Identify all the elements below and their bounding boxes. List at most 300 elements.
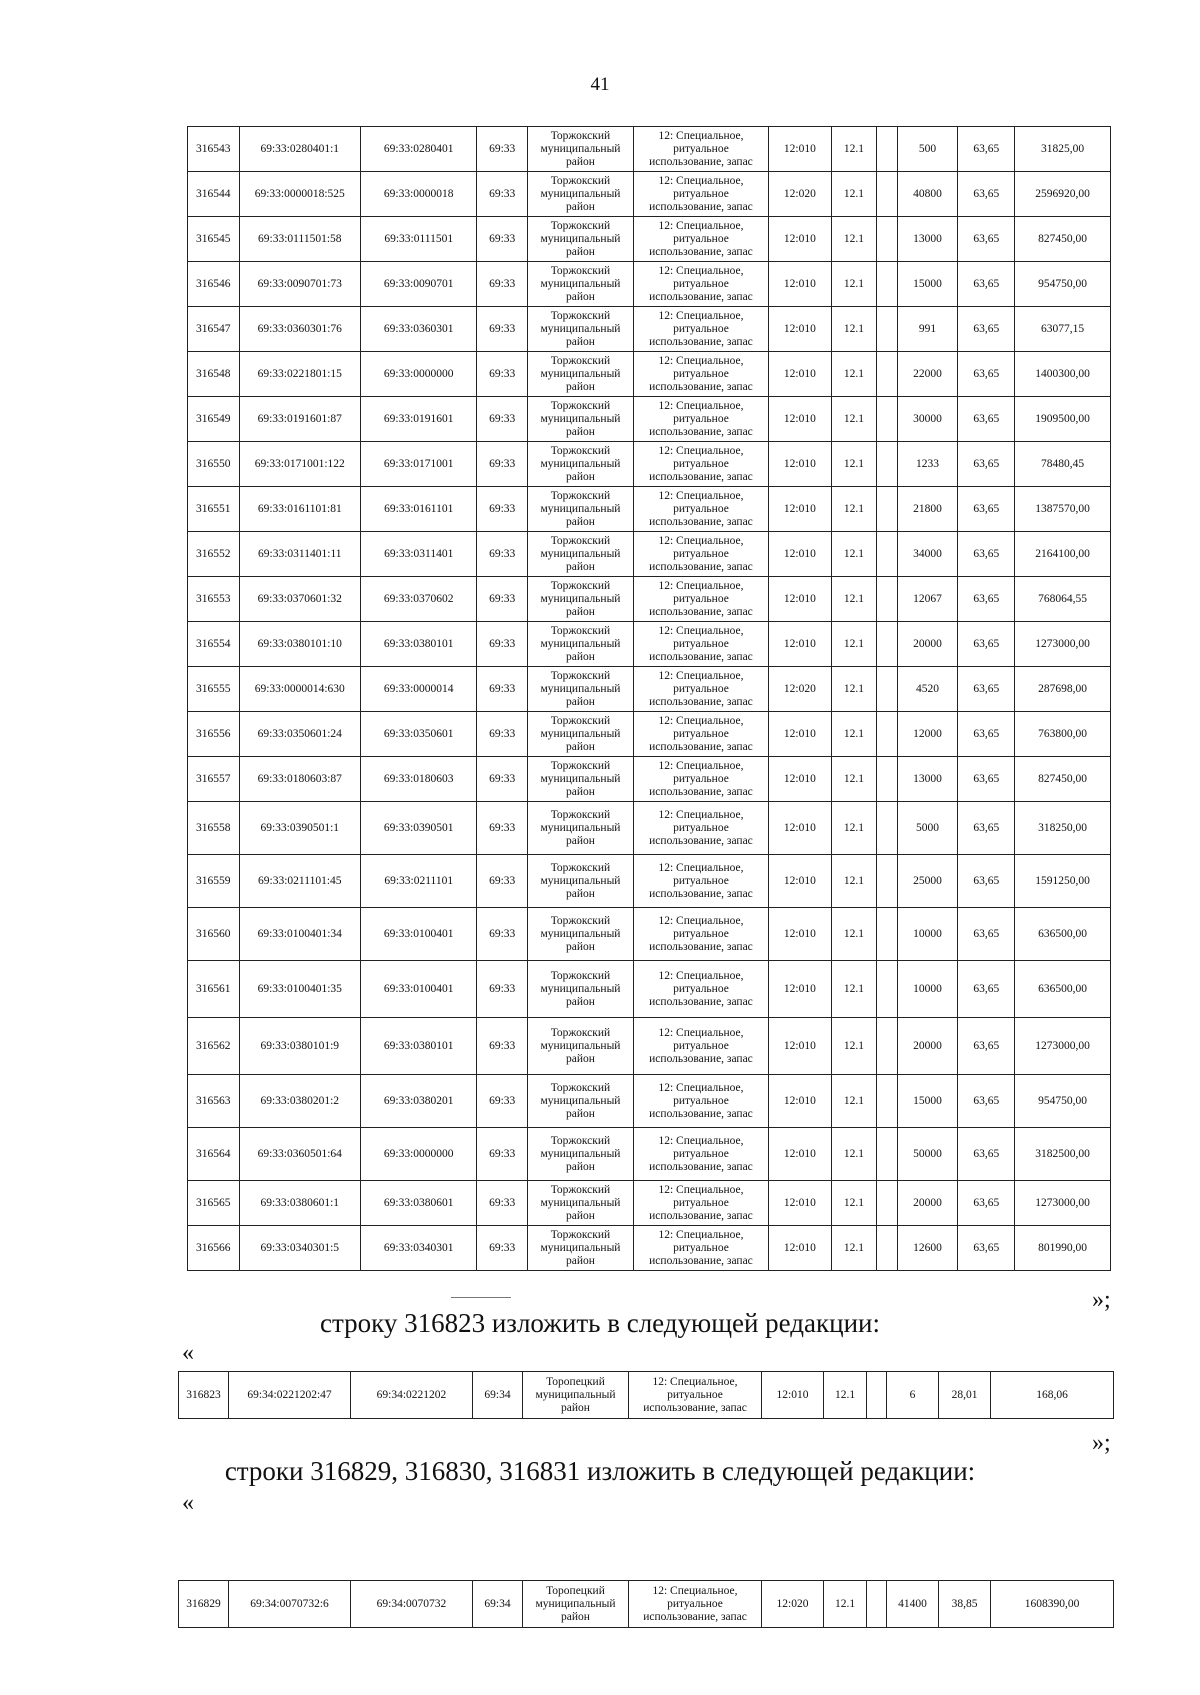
cadastral-value-cell: 63077,15 (1015, 307, 1111, 352)
blank-cell-cell (877, 622, 898, 667)
table-row (188, 961, 1111, 1018)
table-row (188, 802, 1111, 855)
cadastral-number-cell: 69:33:0380601:1 (239, 1181, 361, 1226)
cadastral-quarter-cell: 69:33:0340301 (361, 1226, 477, 1271)
row-id-cell: 316565 (188, 1181, 240, 1226)
area-cell: 20000 (897, 1018, 958, 1075)
group-code-cell: 12.1 (831, 1181, 876, 1226)
table-row (188, 307, 1111, 352)
table-row (188, 487, 1111, 532)
use-code-cell: 12:010 (768, 262, 831, 307)
use-code-cell: 12:010 (768, 757, 831, 802)
area-cell: 30000 (897, 397, 958, 442)
group-code-cell: 12.1 (824, 1581, 867, 1628)
use-code-cell: 12:010 (768, 532, 831, 577)
cadastral-quarter-cell: 69:33:0370602 (361, 577, 477, 622)
blank-cell-cell (877, 712, 898, 757)
page-number: 41 (590, 74, 610, 95)
row-id-cell: 316552 (188, 532, 240, 577)
use-code-cell: 12:020 (768, 172, 831, 217)
land-category-cell: 12: Специальное, ритуальное использование, запас (634, 442, 769, 487)
row-id-cell: 316562 (188, 1018, 240, 1075)
cadastral-quarter-cell: 69:33:0191601 (361, 397, 477, 442)
district-name-cell: Торжокский муниципальный район (527, 217, 633, 262)
land-category-cell: 12: Специальное, ритуальное использование, запас (634, 855, 769, 908)
cadastral-number-cell: 69:33:0360501:64 (239, 1128, 361, 1181)
group-code-cell: 12.1 (831, 667, 876, 712)
specific-value-cell: 38,85 (939, 1581, 991, 1628)
cadastral-number-cell: 69:33:0180603:87 (239, 757, 361, 802)
district-code-cell: 69:33 (477, 127, 527, 172)
cadastral-value-cell: 1387570,00 (1015, 487, 1111, 532)
closing-quote-1: »; (1092, 1287, 1111, 1313)
table-row (188, 397, 1111, 442)
land-category-cell: 12: Специальное, ритуальное использование, запас (634, 217, 769, 262)
cadastral-number-cell: 69:33:0211101:45 (239, 855, 361, 908)
land-category-cell: 12: Специальное, ритуальное использование, запас (629, 1372, 762, 1419)
district-name-cell: Торжокский муниципальный район (527, 352, 633, 397)
cadastral-value-cell: 168,06 (991, 1372, 1114, 1419)
row-id-cell: 316829 (179, 1581, 229, 1628)
district-code-cell: 69:33 (477, 1075, 527, 1128)
table-row (188, 172, 1111, 217)
cadastral-number-cell: 69:33:0111501:58 (239, 217, 361, 262)
land-category-cell: 12: Специальное, ритуальное использование, запас (634, 1075, 769, 1128)
cadastral-number-cell: 69:33:0350601:24 (239, 712, 361, 757)
cadastral-quarter-cell: 69:33:0000000 (361, 1128, 477, 1181)
district-name-cell: Торжокский муниципальный район (527, 757, 633, 802)
cadastral-number-cell: 69:33:0100401:34 (239, 908, 361, 961)
area-cell: 34000 (897, 532, 958, 577)
cadastral-quarter-cell: 69:33:0000018 (361, 172, 477, 217)
specific-value-cell: 63,65 (958, 622, 1015, 667)
district-code-cell: 69:33 (477, 442, 527, 487)
district-code-cell: 69:33 (477, 622, 527, 667)
group-code-cell: 12.1 (831, 961, 876, 1018)
group-code-cell: 12.1 (831, 487, 876, 532)
specific-value-cell: 63,65 (958, 487, 1015, 532)
cadastral-quarter-cell: 69:33:0311401 (361, 532, 477, 577)
opening-quote-2: « (182, 1490, 194, 1516)
opening-quote-1: « (182, 1340, 194, 1366)
district-name-cell: Торжокский муниципальный район (527, 397, 633, 442)
table-316829 (178, 1580, 1114, 1628)
cadastral-value-cell: 1273000,00 (1015, 1181, 1111, 1226)
blank-cell-cell (867, 1372, 887, 1419)
group-code-cell: 12.1 (831, 1226, 876, 1271)
group-code-cell: 12.1 (831, 1075, 876, 1128)
specific-value-cell: 63,65 (958, 262, 1015, 307)
district-name-cell: Торжокский муниципальный район (527, 442, 633, 487)
blank-cell-cell (877, 172, 898, 217)
district-code-cell: 69:34 (473, 1581, 523, 1628)
district-name-cell: Торжокский муниципальный район (527, 172, 633, 217)
table-row (188, 1128, 1111, 1181)
cadastral-value-cell: 1400300,00 (1015, 352, 1111, 397)
area-cell: 4520 (897, 667, 958, 712)
table-row (188, 855, 1111, 908)
blank-cell-cell (877, 802, 898, 855)
land-category-cell: 12: Специальное, ритуальное использование, запас (634, 1181, 769, 1226)
blank-cell-cell (877, 352, 898, 397)
row-id-cell: 316560 (188, 908, 240, 961)
group-code-cell: 12.1 (831, 397, 876, 442)
table-row (188, 262, 1111, 307)
area-cell: 21800 (897, 487, 958, 532)
specific-value-cell: 63,65 (958, 442, 1015, 487)
blank-cell-cell (877, 1018, 898, 1075)
use-code-cell: 12:010 (768, 127, 831, 172)
blank-cell-cell (877, 307, 898, 352)
row-id-cell: 316556 (188, 712, 240, 757)
district-code-cell: 69:33 (477, 217, 527, 262)
table-row (179, 1372, 1114, 1419)
row-id-cell: 316547 (188, 307, 240, 352)
district-name-cell: Торжокский муниципальный район (527, 855, 633, 908)
heading-316829: строки 316829, 316830, 316831 изложить в следующей редакции: (224, 1456, 976, 1486)
use-code-cell: 12:010 (768, 855, 831, 908)
specific-value-cell: 63,65 (958, 1128, 1015, 1181)
cadastral-value-cell: 1608390,00 (991, 1581, 1114, 1628)
cadastral-number-cell: 69:33:0161101:81 (239, 487, 361, 532)
district-code-cell: 69:33 (477, 307, 527, 352)
specific-value-cell: 63,65 (958, 532, 1015, 577)
specific-value-cell: 63,65 (958, 307, 1015, 352)
use-code-cell: 12:010 (768, 908, 831, 961)
district-name-cell: Торжокский муниципальный район (527, 487, 633, 532)
blank-cell-cell (877, 757, 898, 802)
cadastral-quarter-cell: 69:33:0390501 (361, 802, 477, 855)
district-name-cell: Торопецкий муниципальный район (523, 1581, 629, 1628)
cadastral-number-cell: 69:33:0380101:10 (239, 622, 361, 667)
cadastral-number-cell: 69:33:0380201:2 (239, 1075, 361, 1128)
district-code-cell: 69:33 (477, 1018, 527, 1075)
use-code-cell: 12:010 (768, 622, 831, 667)
table-row (188, 352, 1111, 397)
land-category-cell: 12: Специальное, ритуальное использование, запас (634, 352, 769, 397)
district-code-cell: 69:33 (477, 908, 527, 961)
cadastral-value-cell: 3182500,00 (1015, 1128, 1111, 1181)
land-category-cell: 12: Специальное, ритуальное использование, запас (634, 1128, 769, 1181)
cadastral-value-cell: 827450,00 (1015, 217, 1111, 262)
district-code-cell: 69:33 (477, 855, 527, 908)
group-code-cell: 12.1 (831, 757, 876, 802)
land-category-cell: 12: Специальное, ритуальное использование, запас (634, 908, 769, 961)
area-cell: 13000 (897, 757, 958, 802)
cadastral-quarter-cell: 69:33:0380101 (361, 1018, 477, 1075)
land-category-cell: 12: Специальное, ритуальное использование, запас (634, 172, 769, 217)
district-name-cell: Торжокский муниципальный район (527, 1018, 633, 1075)
district-name-cell: Торжокский муниципальный район (527, 127, 633, 172)
land-category-cell: 12: Специальное, ритуальное использование, запас (634, 487, 769, 532)
row-id-cell: 316543 (188, 127, 240, 172)
district-code-cell: 69:33 (477, 802, 527, 855)
table-row (188, 1075, 1111, 1128)
group-code-cell: 12.1 (831, 1018, 876, 1075)
land-category-cell: 12: Специальное, ритуальное использование, запас (634, 397, 769, 442)
area-cell: 15000 (897, 262, 958, 307)
table-row (188, 442, 1111, 487)
blank-cell-cell (877, 1128, 898, 1181)
blank-cell-cell (877, 1181, 898, 1226)
cadastral-number-cell: 69:33:0090701:73 (239, 262, 361, 307)
specific-value-cell: 63,65 (958, 217, 1015, 262)
use-code-cell: 12:010 (768, 577, 831, 622)
cadastral-number-cell: 69:34:0221202:47 (229, 1372, 351, 1419)
use-code-cell: 12:010 (768, 1075, 831, 1128)
table-316823 (178, 1371, 1114, 1419)
area-cell: 10000 (897, 961, 958, 1018)
land-category-cell: 12: Специальное, ритуальное использование, запас (634, 127, 769, 172)
blank-cell-cell (877, 217, 898, 262)
area-cell: 12067 (897, 577, 958, 622)
use-code-cell: 12:010 (768, 217, 831, 262)
district-name-cell: Торжокский муниципальный район (527, 802, 633, 855)
closing-quote-2: »; (1092, 1430, 1111, 1456)
row-id-cell: 316551 (188, 487, 240, 532)
row-id-cell: 316554 (188, 622, 240, 667)
district-name-cell: Торжокский муниципальный район (527, 262, 633, 307)
cadastral-number-cell: 69:33:0000014:630 (239, 667, 361, 712)
blank-cell-cell (877, 1226, 898, 1271)
specific-value-cell: 63,65 (958, 172, 1015, 217)
area-cell: 500 (897, 127, 958, 172)
blank-cell-cell (877, 487, 898, 532)
scan-artifact (451, 1297, 511, 1298)
district-code-cell: 69:33 (477, 352, 527, 397)
land-category-cell: 12: Специальное, ритуальное использование, запас (634, 667, 769, 712)
district-name-cell: Торжокский муниципальный район (527, 1181, 633, 1226)
district-name-cell: Торжокский муниципальный район (527, 908, 633, 961)
cadastral-number-cell: 69:33:0171001:122 (239, 442, 361, 487)
cadastral-quarter-cell: 69:33:0211101 (361, 855, 477, 908)
blank-cell-cell (867, 1581, 887, 1628)
cadastral-value-cell: 1591250,00 (1015, 855, 1111, 908)
cadastral-number-cell: 69:34:0070732:6 (229, 1581, 351, 1628)
row-id-cell: 316545 (188, 217, 240, 262)
use-code-cell: 12:010 (768, 487, 831, 532)
row-id-cell: 316555 (188, 667, 240, 712)
district-name-cell: Торжокский муниципальный район (527, 307, 633, 352)
district-code-cell: 69:33 (477, 532, 527, 577)
group-code-cell: 12.1 (831, 172, 876, 217)
cadastral-value-cell: 954750,00 (1015, 262, 1111, 307)
use-code-cell: 12:020 (768, 667, 831, 712)
area-cell: 40800 (897, 172, 958, 217)
group-code-cell: 12.1 (831, 622, 876, 667)
district-code-cell: 69:33 (477, 262, 527, 307)
district-code-cell: 69:33 (477, 1226, 527, 1271)
cadastral-table (187, 126, 1111, 1271)
use-code-cell: 12:010 (768, 802, 831, 855)
land-category-cell: 12: Специальное, ритуальное использование, запас (634, 712, 769, 757)
district-name-cell: Торопецкий муниципальный район (523, 1372, 629, 1419)
area-cell: 20000 (897, 622, 958, 667)
cadastral-value-cell: 636500,00 (1015, 961, 1111, 1018)
group-code-cell: 12.1 (831, 442, 876, 487)
specific-value-cell: 63,65 (958, 961, 1015, 1018)
table-row (188, 1181, 1111, 1226)
group-code-cell: 12.1 (831, 908, 876, 961)
specific-value-cell: 63,65 (958, 352, 1015, 397)
row-id-cell: 316561 (188, 961, 240, 1018)
table-row (188, 532, 1111, 577)
district-code-cell: 69:33 (477, 1128, 527, 1181)
cadastral-value-cell: 2164100,00 (1015, 532, 1111, 577)
area-cell: 10000 (897, 908, 958, 961)
row-id-cell: 316553 (188, 577, 240, 622)
cadastral-quarter-cell: 69:33:0280401 (361, 127, 477, 172)
area-cell: 6 (887, 1372, 939, 1419)
table-row (188, 667, 1111, 712)
cadastral-quarter-cell: 69:33:0100401 (361, 908, 477, 961)
district-code-cell: 69:33 (477, 577, 527, 622)
heading-316823: строку 316823 изложить в следующей редакции: (319, 1308, 880, 1338)
district-name-cell: Торжокский муниципальный район (527, 622, 633, 667)
land-category-cell: 12: Специальное, ритуальное использование, запас (634, 1226, 769, 1271)
specific-value-cell: 63,65 (958, 802, 1015, 855)
blank-cell-cell (877, 1075, 898, 1128)
table-row (188, 217, 1111, 262)
cadastral-quarter-cell: 69:33:0100401 (361, 961, 477, 1018)
cadastral-number-cell: 69:33:0311401:11 (239, 532, 361, 577)
cadastral-quarter-cell: 69:33:0000000 (361, 352, 477, 397)
table-row (188, 1226, 1111, 1271)
district-code-cell: 69:33 (477, 1181, 527, 1226)
land-category-cell: 12: Специальное, ритуальное использование, запас (634, 307, 769, 352)
row-id-cell: 316563 (188, 1075, 240, 1128)
district-name-cell: Торжокский муниципальный район (527, 667, 633, 712)
specific-value-cell: 63,65 (958, 1181, 1015, 1226)
group-code-cell: 12.1 (831, 1128, 876, 1181)
row-id-cell: 316566 (188, 1226, 240, 1271)
specific-value-cell: 63,65 (958, 712, 1015, 757)
group-code-cell: 12.1 (831, 855, 876, 908)
area-cell: 15000 (897, 1075, 958, 1128)
cadastral-value-cell: 31825,00 (1015, 127, 1111, 172)
cadastral-value-cell: 1273000,00 (1015, 1018, 1111, 1075)
cadastral-quarter-cell: 69:33:0380201 (361, 1075, 477, 1128)
district-code-cell: 69:33 (477, 757, 527, 802)
cadastral-number-cell: 69:33:0221801:15 (239, 352, 361, 397)
area-cell: 5000 (897, 802, 958, 855)
group-code-cell: 12.1 (831, 802, 876, 855)
specific-value-cell: 63,65 (958, 577, 1015, 622)
specific-value-cell: 28,01 (939, 1372, 991, 1419)
area-cell: 991 (897, 307, 958, 352)
district-code-cell: 69:33 (477, 397, 527, 442)
land-category-cell: 12: Специальное, ритуальное использование, запас (634, 262, 769, 307)
cadastral-quarter-cell: 69:33:0380101 (361, 622, 477, 667)
specific-value-cell: 63,65 (958, 908, 1015, 961)
group-code-cell: 12.1 (831, 532, 876, 577)
group-code-cell: 12.1 (831, 712, 876, 757)
blank-cell-cell (877, 532, 898, 577)
district-name-cell: Торжокский муниципальный район (527, 1128, 633, 1181)
blank-cell-cell (877, 397, 898, 442)
cadastral-value-cell: 763800,00 (1015, 712, 1111, 757)
area-cell: 1233 (897, 442, 958, 487)
area-cell: 12000 (897, 712, 958, 757)
cadastral-quarter-cell: 69:34:0221202 (351, 1372, 473, 1419)
cadastral-value-cell: 768064,55 (1015, 577, 1111, 622)
specific-value-cell: 63,65 (958, 667, 1015, 712)
row-id-cell: 316557 (188, 757, 240, 802)
specific-value-cell: 63,65 (958, 757, 1015, 802)
cadastral-number-cell: 69:33:0100401:35 (239, 961, 361, 1018)
cadastral-quarter-cell: 69:33:0380601 (361, 1181, 477, 1226)
cadastral-number-cell: 69:33:0370601:32 (239, 577, 361, 622)
use-code-cell: 12:010 (768, 397, 831, 442)
group-code-cell: 12.1 (831, 217, 876, 262)
cadastral-quarter-cell: 69:33:0180603 (361, 757, 477, 802)
use-code-cell: 12:010 (768, 442, 831, 487)
use-code-cell: 12:010 (768, 1226, 831, 1271)
district-code-cell: 69:33 (477, 487, 527, 532)
blank-cell-cell (877, 127, 898, 172)
land-category-cell: 12: Специальное, ритуальное использование, запас (634, 802, 769, 855)
cadastral-number-cell: 69:33:0000018:525 (239, 172, 361, 217)
group-code-cell: 12.1 (831, 307, 876, 352)
land-category-cell: 12: Специальное, ритуальное использование, запас (634, 622, 769, 667)
district-code-cell: 69:33 (477, 667, 527, 712)
specific-value-cell: 63,65 (958, 1226, 1015, 1271)
area-cell: 41400 (887, 1581, 939, 1628)
cadastral-value-cell: 78480,45 (1015, 442, 1111, 487)
district-name-cell: Торжокский муниципальный район (527, 712, 633, 757)
district-code-cell: 69:33 (477, 961, 527, 1018)
land-category-cell: 12: Специальное, ритуальное использование, запас (634, 757, 769, 802)
use-code-cell: 12:010 (768, 1018, 831, 1075)
cadastral-quarter-cell: 69:34:0070732 (351, 1581, 473, 1628)
district-name-cell: Торжокский муниципальный район (527, 1226, 633, 1271)
group-code-cell: 12.1 (831, 577, 876, 622)
area-cell: 25000 (897, 855, 958, 908)
cadastral-number-cell: 69:33:0280401:1 (239, 127, 361, 172)
blank-cell-cell (877, 855, 898, 908)
area-cell: 50000 (897, 1128, 958, 1181)
row-id-cell: 316544 (188, 172, 240, 217)
cadastral-quarter-cell: 69:33:0171001 (361, 442, 477, 487)
table-row (188, 622, 1111, 667)
cadastral-quarter-cell: 69:33:0090701 (361, 262, 477, 307)
district-name-cell: Торжокский муниципальный район (527, 1075, 633, 1128)
row-id-cell: 316559 (188, 855, 240, 908)
area-cell: 20000 (897, 1181, 958, 1226)
specific-value-cell: 63,65 (958, 127, 1015, 172)
row-id-cell: 316550 (188, 442, 240, 487)
cadastral-value-cell: 318250,00 (1015, 802, 1111, 855)
group-code-cell: 12.1 (824, 1372, 867, 1419)
area-cell: 12600 (897, 1226, 958, 1271)
cadastral-value-cell: 1273000,00 (1015, 622, 1111, 667)
use-code-cell: 12:010 (768, 1181, 831, 1226)
table-row (188, 908, 1111, 961)
area-cell: 22000 (897, 352, 958, 397)
blank-cell-cell (877, 442, 898, 487)
group-code-cell: 12.1 (831, 352, 876, 397)
group-code-cell: 12.1 (831, 262, 876, 307)
land-category-cell: 12: Специальное, ритуальное использование, запас (634, 961, 769, 1018)
use-code-cell: 12:010 (768, 352, 831, 397)
area-cell: 13000 (897, 217, 958, 262)
use-code-cell: 12:010 (768, 307, 831, 352)
use-code-cell: 12:010 (768, 961, 831, 1018)
cadastral-number-cell: 69:33:0380101:9 (239, 1018, 361, 1075)
row-id-cell: 316823 (179, 1372, 229, 1419)
use-code-cell: 12:010 (762, 1372, 824, 1419)
land-category-cell: 12: Специальное, ритуальное использование, запас (634, 532, 769, 577)
